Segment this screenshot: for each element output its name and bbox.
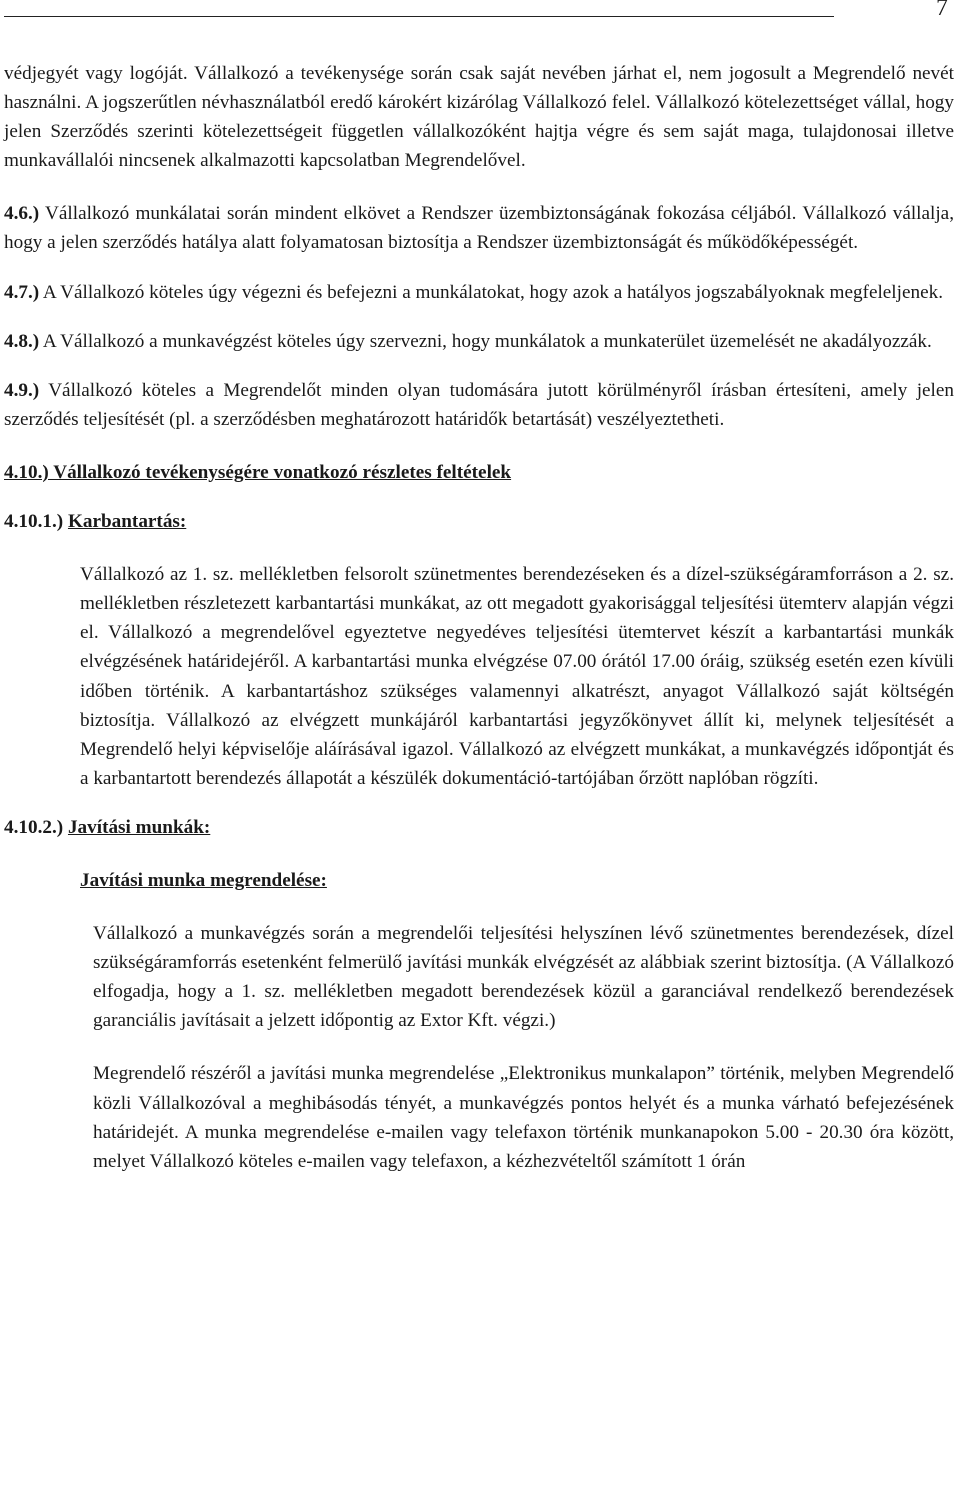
section-number: 4.7.) (4, 281, 40, 303)
section-number: 4.6.) (4, 203, 40, 225)
section-number: 4.10.1.) (4, 511, 64, 533)
section-4-7 (4, 278, 954, 307)
section-text: A Vállalkozó a munkavégzést köteles úgy szervezni, hogy munkálatok a munkaterület üzemelését ne akadályozzák. (39, 330, 932, 352)
section-text: Vállalkozó köteles a Megrendelőt minden olyan tudomására jutott körülményről írásban értesíteni, amely jelen szerződés teljesítését (pl. a szerződésben meghatározott határidők betartását) veszélyeztetheti. (4, 379, 954, 430)
section-number: 4.10.2.) (4, 816, 64, 838)
section-4-8 (4, 327, 954, 356)
page-number: 7 (936, 0, 948, 21)
section-number: 4.9.) (4, 379, 40, 401)
section-4-9 (4, 376, 954, 434)
section-4-10-2-heading (4, 813, 954, 842)
paragraph-continued: védjegyét vagy logóját. Vállalkozó a tevékenysége során csak saját nevében járhat el, nem jogosult a Megrendelő nevét használni. A jogszerűtlen névhasználatból eredő károkért kizárólag Vállalkozó felel. Vállalkozó kötelezettséget vállal, hogy jelen Szerződés szerinti kötelezettségeit független vállalkozóként hajtja végre és sem saját maga, tulajdonosai illetve munkavállalói nincsenek alkalmazotti kapcsolatban Megrendelővel. (4, 63, 954, 172)
section-number: 4.8.) (4, 330, 40, 352)
section-4-10-heading: 4.10.) Vállalkozó tevékenységére vonatkozó részletes feltételek (4, 461, 512, 483)
repair-paragraph-2: Megrendelő részéről a javítási munka megrendelése „Elektronikus munkalapon” történik, melyben Megrendelő közli Vállalkozóval a meghibásodás tényét, a munkavégzés pontos helyét és a munka várható befejezésének határidejét. A munka megrendelése e-mailen vagy telefaxon történik munkanapokon 5.00 - 20.30 óra között, melyet Vállalkozó köteles e-mailen vagy telefaxon, a kézhezvételtől számított 1 órán (93, 1063, 954, 1172)
section-text: Vállalkozó munkálatai során mindent elkövet a Rendszer üzembiztonságának fokozása céljából. Vállalkozó vállalja, hogy a jelen szerződés hatálya alatt folyamatosan biztosítja a Rendszer üzembiztonságát és működőképességét. (4, 203, 954, 254)
repair-paragraph-1: Vállalkozó a munkavégzés során a megrendelői teljesítési helyszínen lévő szünetmentes berendezések, dízel szükségáramforrás esetenként felmerülő javítási munkák elvégzését az alábbiak szerint biztosítja. (A Vállalkozó elfogadja, hogy a 1. sz. mellékletben megadott berendezések közül a garanciával rendelkező berendezések garanciális javításait a jelzett időpontig az Extor Kft. végzi.) (93, 923, 954, 1032)
repair-order-subheading: Javítási munka megrendelése: (80, 869, 327, 891)
section-title: Javítási munkák: (67, 816, 211, 838)
section-text: A Vállalkozó köteles úgy végezni és befejezni a munkálatokat, hogy azok a hatályos jogszabályoknak megfeleljenek. (39, 281, 943, 303)
section-title: Karbantartás: (67, 511, 187, 533)
section-4-10-1-heading (4, 507, 954, 536)
section-4-6 (4, 199, 954, 257)
maintenance-paragraph: Vállalkozó az 1. sz. mellékletben felsorolt szünetmentes berendezéseken és a dízel-szükségáramforráson a 2. sz. mellékletben részletezett karbantartási munkákat, az ott megadott gyakorisággal teljesítési ütemterv alapján végzi el. Vállalkozó a megrendelővel egyeztetve negyedéves teljesítési ütemtervet készít a karbantartási munkák elvégzésének határidejéről. A karbantartási munka elvégzése 07.00 órától 17.00 óráig, szükség esetén ezen kívüli időben történik. A karbantartáshoz szükséges valamennyi alkatrészt, anyagot Vállalkozó saját költségén biztosítja. Vállalkozó az elvégzett munkájáról karbantartási jegyzőkönyvet állít ki, melynek teljesítését a Megrendelő helyi képviselője aláírásával igazol. Vállalkozó az elvégzett munkákat, a munkavégzés időpontját és a karbantartott berendezés állapotát a készülék dokumentáció-tartójában őrzött naplóban rögzíti. (80, 564, 954, 789)
document-body (4, 59, 954, 1176)
header-rule (4, 16, 834, 17)
